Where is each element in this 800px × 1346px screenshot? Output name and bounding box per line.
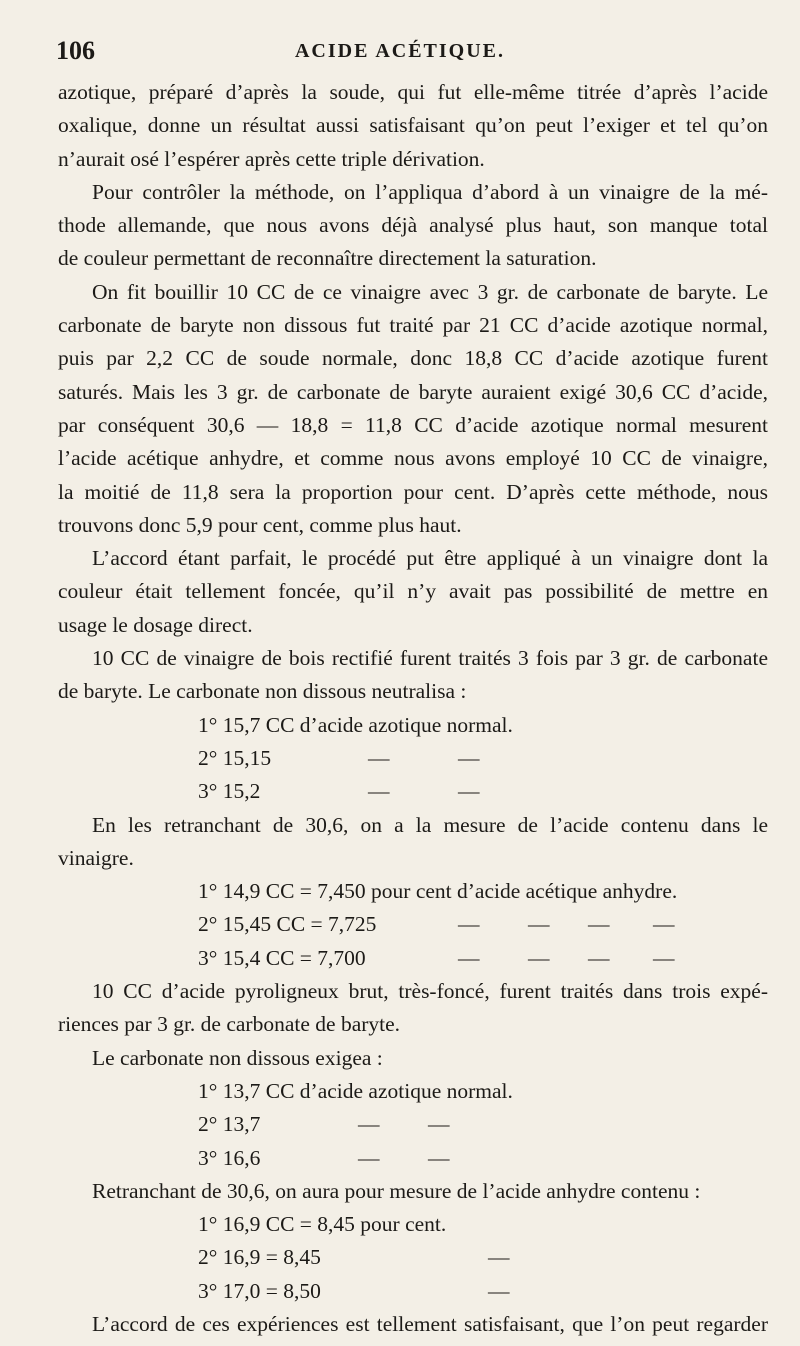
result-text: 1° 15,7 CC d’acide azotique normal. bbox=[198, 712, 513, 737]
text-line: azotique, préparé d’après la soude, qui fut elle-même titrée d’après l’acide bbox=[58, 80, 768, 104]
text-line: Pour contrôler la méthode, on l’appliqua d’abord à un vinaigre de la mé- bbox=[92, 179, 768, 204]
text-line: oxalique, donne un résultat aussi satisfaisant qu’on peut l’exiger et tel qu’on bbox=[58, 113, 768, 138]
result-line bbox=[58, 942, 768, 975]
ditto-mark: — bbox=[428, 1112, 450, 1137]
ditto-mark: — bbox=[428, 1145, 450, 1170]
result-line bbox=[58, 908, 768, 941]
page-header bbox=[0, 36, 800, 66]
text-line: par conséquent 30,6 — 18,8 = 11,8 CC d’acide azotique normal mesurent bbox=[58, 412, 768, 437]
result-text: 3° 15,4 CC = 7,700 bbox=[198, 945, 366, 970]
result-text: 2° 13,7 bbox=[198, 1112, 261, 1137]
text-line: carbonate de baryte non dissous fut traité par 21 CC d’acide azotique normal, bbox=[58, 313, 768, 338]
ditto-mark: — bbox=[368, 779, 390, 804]
text-line: vinaigre. bbox=[58, 845, 134, 870]
ditto-mark: — bbox=[528, 912, 550, 937]
text-line: trouvons donc 5,9 pour cent, comme plus haut. bbox=[58, 512, 462, 537]
ditto-mark: — bbox=[458, 745, 480, 770]
text-line: Retranchant de 30,6, on aura pour mesure de l’acide anhydre contenu : bbox=[92, 1178, 701, 1203]
ditto-mark: — bbox=[368, 745, 390, 770]
ditto-mark: — bbox=[458, 779, 480, 804]
result-line bbox=[58, 1275, 768, 1308]
ditto-mark: — bbox=[358, 1112, 380, 1137]
ditto-mark: — bbox=[588, 945, 610, 970]
result-text: 1° 13,7 CC d’acide azotique normal. bbox=[198, 1078, 513, 1103]
text-line: l’acide acétique anhydre, et comme nous avons employé 10 CC de vinaigre, bbox=[58, 446, 768, 471]
text-line: usage le dosage direct. bbox=[58, 612, 253, 637]
ditto-mark: — bbox=[653, 912, 675, 937]
ditto-mark: — bbox=[528, 945, 550, 970]
text-line: puis par 2,2 CC de soude normale, donc 18,8 CC d’acide azotique furent bbox=[58, 346, 768, 371]
running-title: ACIDE ACÉTIQUE. bbox=[294, 40, 506, 62]
page-number: 106 bbox=[56, 36, 95, 65]
ditto-mark: — bbox=[588, 912, 610, 937]
page-body bbox=[58, 76, 768, 1341]
result-text: 1° 16,9 CC = 8,45 pour cent. bbox=[198, 1212, 447, 1237]
text-line: de baryte. Le carbonate non dissous neutralisa : bbox=[58, 679, 467, 704]
text-line: L’accord étant parfait, le procédé put être appliqué à un vinaigre dont la bbox=[92, 546, 768, 571]
text-line: thode allemande, que nous avons déjà analysé plus haut, son manque total bbox=[58, 213, 768, 238]
result-text: 2° 15,45 CC = 7,725 bbox=[198, 912, 377, 937]
ditto-mark: — bbox=[458, 945, 480, 970]
text-line: 10 CC de vinaigre de bois rectifié furent traités 3 fois par 3 gr. de carbonate bbox=[92, 646, 768, 671]
text-line: la moitié de 11,8 sera la proportion pour cent. D’après cette méthode, nous bbox=[58, 479, 768, 504]
result-line bbox=[58, 875, 768, 908]
text-line: saturés. Mais les 3 gr. de carbonate de baryte auraient exigé 30,6 CC d’acide, bbox=[58, 379, 768, 404]
result-text: 3° 16,6 bbox=[198, 1145, 261, 1170]
text-line: L’accord de ces expériences est tellement satisfaisant, que l’on peut regarder bbox=[92, 1311, 768, 1336]
result-text: 2° 16,9 = 8,45 bbox=[198, 1245, 321, 1270]
result-text: 3° 15,2 bbox=[198, 779, 261, 804]
result-text: 1° 14,9 CC = 7,450 pour cent d’acide acétique anhydre. bbox=[198, 879, 678, 904]
ditto-mark: — bbox=[488, 1245, 510, 1270]
result-line bbox=[58, 1108, 768, 1141]
ditto-mark: — bbox=[653, 945, 675, 970]
text-line: On fit bouillir 10 CC de ce vinaigre avec 3 gr. de carbonate de baryte. Le bbox=[92, 279, 768, 304]
ditto-mark: — bbox=[488, 1278, 510, 1303]
text-line: Le carbonate non dissous exigea : bbox=[92, 1045, 383, 1070]
result-line bbox=[58, 775, 768, 808]
text-line: n’aurait osé l’espérer après cette triple dérivation. bbox=[58, 146, 485, 171]
text-line: couleur était tellement foncée, qu’il n’y avait pas possibilité de mettre en bbox=[58, 579, 768, 604]
result-line bbox=[58, 1208, 768, 1241]
text-line: En les retranchant de 30,6, on a la mesure de l’acide contenu dans le bbox=[92, 812, 768, 837]
result-line bbox=[58, 709, 768, 742]
text-line: riences par 3 gr. de carbonate de baryte. bbox=[58, 1012, 401, 1037]
ditto-mark: — bbox=[458, 912, 480, 937]
text-line: de couleur permettant de reconnaître directement la saturation. bbox=[58, 246, 597, 271]
result-text: 2° 15,15 bbox=[198, 745, 272, 770]
result-text: 3° 17,0 = 8,50 bbox=[198, 1278, 321, 1303]
result-line bbox=[58, 1075, 768, 1108]
ditto-mark: — bbox=[358, 1145, 380, 1170]
result-line bbox=[58, 1142, 768, 1175]
result-line bbox=[58, 1241, 768, 1274]
result-line bbox=[58, 742, 768, 775]
text-line: 10 CC d’acide pyroligneux brut, très-foncé, furent traités dans trois expé- bbox=[92, 979, 768, 1004]
